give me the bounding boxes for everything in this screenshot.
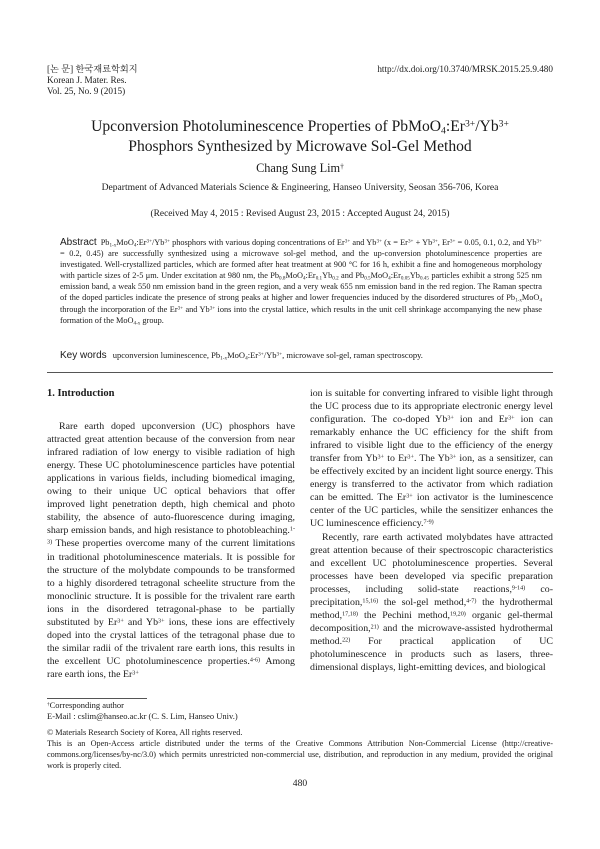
license-text: This is an Open-Access article distributed under the terms of the Creative Commons Attribution Non-Commercial License (http://creative-commons.org/licenses/by-nc/3.0) which permits unrestricted non-commercial use, distribution, and reproduction in any medium, provided the original work is properly cited.: [47, 739, 553, 771]
footnote-divider: [47, 698, 147, 699]
journal-header: [47, 64, 138, 97]
title-line-2: Phosphors Synthesized by Microwave Sol-Gel Method: [128, 138, 472, 155]
abstract: Abstract $Pb_{1-x}MoO_4:Er^{3+}/Yb^{3+}$ phosphors with various doping concentrations of $Er^{3+}$ and $Yb^{3+}$ ($x = Er^{3+} + Yb^{3+}$, $Er^{3+} = 0.05$, 0.1, 0.2, and $Yb^{3+} = 0.2$, 0.45) are successfully synthesized using a microwave sol-gel method, and the up-conversion photoluminescence properties are investigated. Well-crystallized particles, which are formed after heat treatment at 900 °C for 16 h, exhibit a fine and homogeneous morphology with particle sizes of 2-5 μm. Under excitation at 980 nm, the $Pb_{0.8}MoO_4:Er_{0.1}Yb_{0.2}$ and $Pb_{0.5}MoO_4:Er_{0.05}Yb_{0.45}$ particles exhibit a strong 525 nm emission band, a weak 550 nm emission band in the green region, and a very weak 655 nm emission band in the red region. The Raman spectra of the doped particles indicate the presence of strong peaks at higher and lower frequencies induced by the disordered structures of $Pb_{1-x}MoO_4$ through the incorporation of the $Er^{3+}$ and $Yb^{3+}$ ions into the crystal lattice, which results in the unit cell shrinkage accompanying the new phase formation of the MoO$_{4-x}$ group.: [60, 237, 542, 326]
intro-paragraph-2: Recently, rare earth activated molybdates have attracted great attention because of their spectroscopic characteristics and excellent UC photoluminescence properties. Several processes have been developed via specific preparation processes, including solid-state reactions,$^{9-14)}$ co-precipitation,$^{15,16)}$ the sol-gel method,$^{4-7)}$ the hydrothermal method,$^{17,18)}$ the Pechini method,$^{19,20)}$ organic gel-thermal decomposition,$^{21)}$ and the microwave-assisted hydrothermal method.$^{22)}$ For practical application of UC photoluminescence in products such as lasers, three-dimensional displays, light-emitting devices, and biological: [310, 531, 554, 673]
corresponding-author-note: [47, 700, 238, 722]
keywords: Key words upconversion luminescence, $Pb_{1-x}MoO_4:Er^{3+}/Yb^{3+}$, microwave sol-gel, raman spectroscopy.: [60, 350, 423, 362]
journal-volume: Vol. 25, No. 9 (2015): [47, 86, 126, 96]
body-column-right: [310, 387, 553, 674]
body-column-left: [47, 387, 295, 681]
doi-link[interactable]: http://dx.doi.org/10.3740/MRSK.2015.25.9.480: [377, 64, 553, 74]
copyright-line: © Materials Research Society of Korea, All rights reserved.: [47, 728, 243, 737]
paper-title: [30, 117, 570, 157]
intro-paragraph-1-continued: ion is suitable for converting infrared to visible light through the UC process due to its appropriate electronic energy level configuration. The co-doped $Yb^{3+}$ ion and $Er^{3+}$ ion can remarkably enhance the UC efficiency for the shift from infrared to visible light due to the efficiency of the energy transfer from $Yb^{3+}$ to $Er^{3+}$. The $Yb^{3+}$ ion, as a sensitizer, can be effectively excited by an incident light source energy. This energy is transferred to the activator from which radiation can be emitted. The $Er^{3+}$ ion activator is the luminescence center of the UC particles, while the sensitizer enhances the UC luminescence efficiency.$^{7-9)}$: [310, 388, 553, 530]
author-name: Chang Sung Lim†: [256, 161, 344, 175]
keywords-label: Key words: [60, 350, 107, 361]
corresponding-author-email: E-Mail : cslim@hanseo.ac.kr (C. S. Lim, Hanseo Univ.): [47, 711, 238, 721]
section-divider: [47, 372, 553, 373]
journal-korean-name: [논 문] 한국재료학회지: [47, 64, 138, 74]
corresponding-author-label: †Corresponding author: [47, 700, 125, 710]
title-line-1: Upconversion Photoluminescence Properties of $PbMoO_4:Er^{3+}/Yb^{3+}$: [91, 118, 509, 137]
section-heading-introduction: 1. Introduction: [47, 388, 115, 399]
intro-paragraph-1: Rare earth doped upconversion (UC) phosphors have attracted great attention because of the conversion from near infrared radiation of low energy to visible radiation of high energy. These UC photoluminescence particles have potential applications in various fields, including biomedical imaging, owing to their unique UC optical behaviors that offer improved light penetration depth, high chemical and photo stability, the absence of auto-fluorescence during imaging, sharp emission bands, and high resistance to photobleaching.$^{1-3)}$ These properties overcome many of the current limitations in traditional photoluminescence materials. It is possible for the structure of the molybdate compounds to be transformed to a highly disordered tetragonal scheelite structure from the monoclinic structure. It is possible for the trivalent rare earth ions in the disordered tetragonal-phase to be partially substituted by $Er^{3+}$ and $Yb^{3+}$ ions, these ions are effectively doped into the crystal lattices of the tetragonal phase due to the similar radii of the trivalent rare earth ions, this results in the excellent UC photoluminescence properties.$^{4-6)}$ Among rare earth ions, the $Er^{3+}$: [47, 421, 295, 680]
abstract-label: Abstract: [60, 237, 97, 248]
received-dates: (Received May 4, 2015 : Revised August 23, 2015 : Accepted August 24, 2015): [150, 209, 450, 219]
page-number: 480: [292, 778, 308, 789]
journal-english-name: Korean J. Mater. Res.: [47, 75, 127, 85]
author-affiliation: Department of Advanced Materials Science & Engineering, Hanseo University, Seosan 356-706, Korea: [101, 182, 499, 193]
license-note: [47, 727, 553, 771]
